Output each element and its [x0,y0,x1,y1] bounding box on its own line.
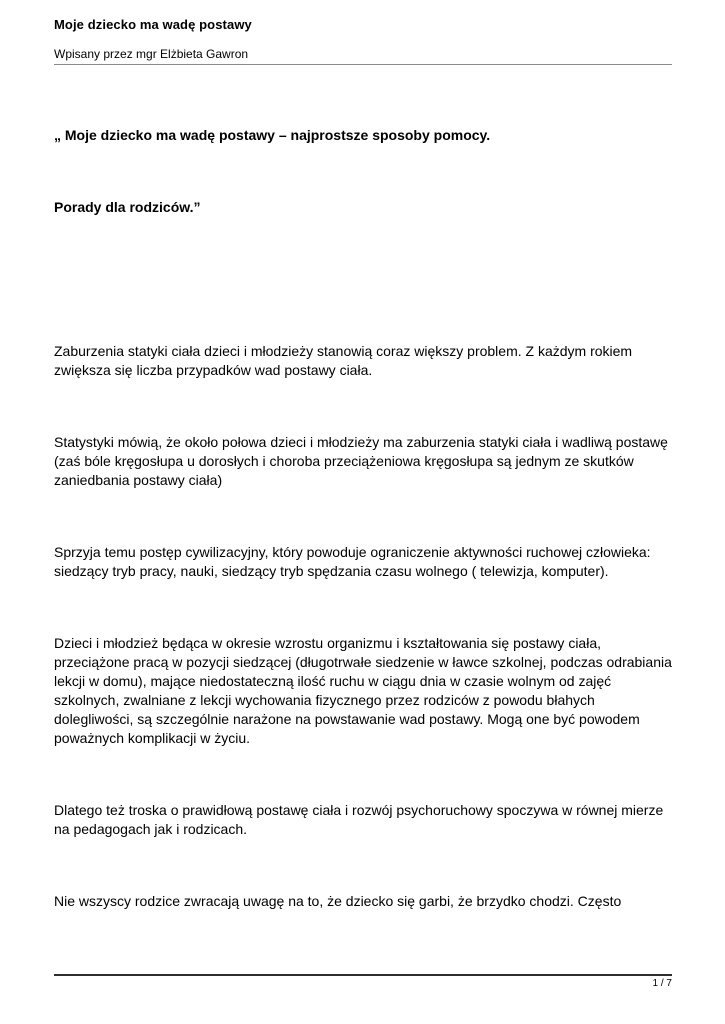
paragraph: Dlatego też troska o prawidłową postawę ciała i rozwój psychoruchowy spoczywa w równej mierze na pedagogach jak i rodzicach. [54,802,664,837]
article-heading-line-2: Porady dla rodziców.” [54,199,201,215]
footer-divider [54,974,672,976]
article-body [54,126,672,911]
byline: Wpisany przez mgr Elżbieta Gawron [54,47,249,61]
paragraph: Dzieci i młodzież będąca w okresie wzrostu organizmu i kształtowania się postawy ciała, przeciążone pracą w pozycji siedzącej (długotrwałe siedzenie w ławce szkolnej, podczas odrabiania lekcji w domu), mające niedostateczną ilość ruchu w ciągu dnia w czasie wolnym od zajęć szkolnych, zwalniane z lekcji wychowania fizycznego przez rodziców z powodu błahych dolegliwości, są szczególnie narażone na powstawanie wad postawy. Mogą one być powodem poważnych komplikacji w życiu. [54,635,672,746]
page-number: 1 / 7 [652,978,672,989]
paragraph: Sprzyja temu postęp cywilizacyjny, który powoduje ograniczenie aktywności ruchowej człowieka: siedzący tryb pracy, nauki, siedzący tryb spędzania czasu wolnego ( telewizja, komputer). [54,544,651,579]
blank-line [54,270,672,289]
document-footer [54,974,672,990]
paragraph: Zaburzenia statyki ciała dzieci i młodzieży stanowią coraz większy problem. Z każdym rokiem zwiększa się liczba przypadków wad postawy ciała. [54,343,633,378]
paragraph: Statystyki mówią, że około połowa dzieci i młodzieży ma zaburzenia statyki ciała i wadliwą postawę (zaś bóle kręgosłupa u dorosłych i choroba przeciążeniowa kręgosłupa są jednym ze skutków zaniedbania postawy ciała) [54,434,668,488]
document-header [54,17,672,65]
article-heading-line-1: „ Moje dziecko ma wadę postawy – najprostsze sposoby pomocy. [54,127,491,143]
header-divider [54,64,672,65]
page-title: Moje dziecko ma wadę postawy [54,17,252,32]
paragraph: Nie wszyscy rodzice zwracają uwagę na to, że dziecko się garbi, że brzydko chodzi. Często [54,893,622,909]
